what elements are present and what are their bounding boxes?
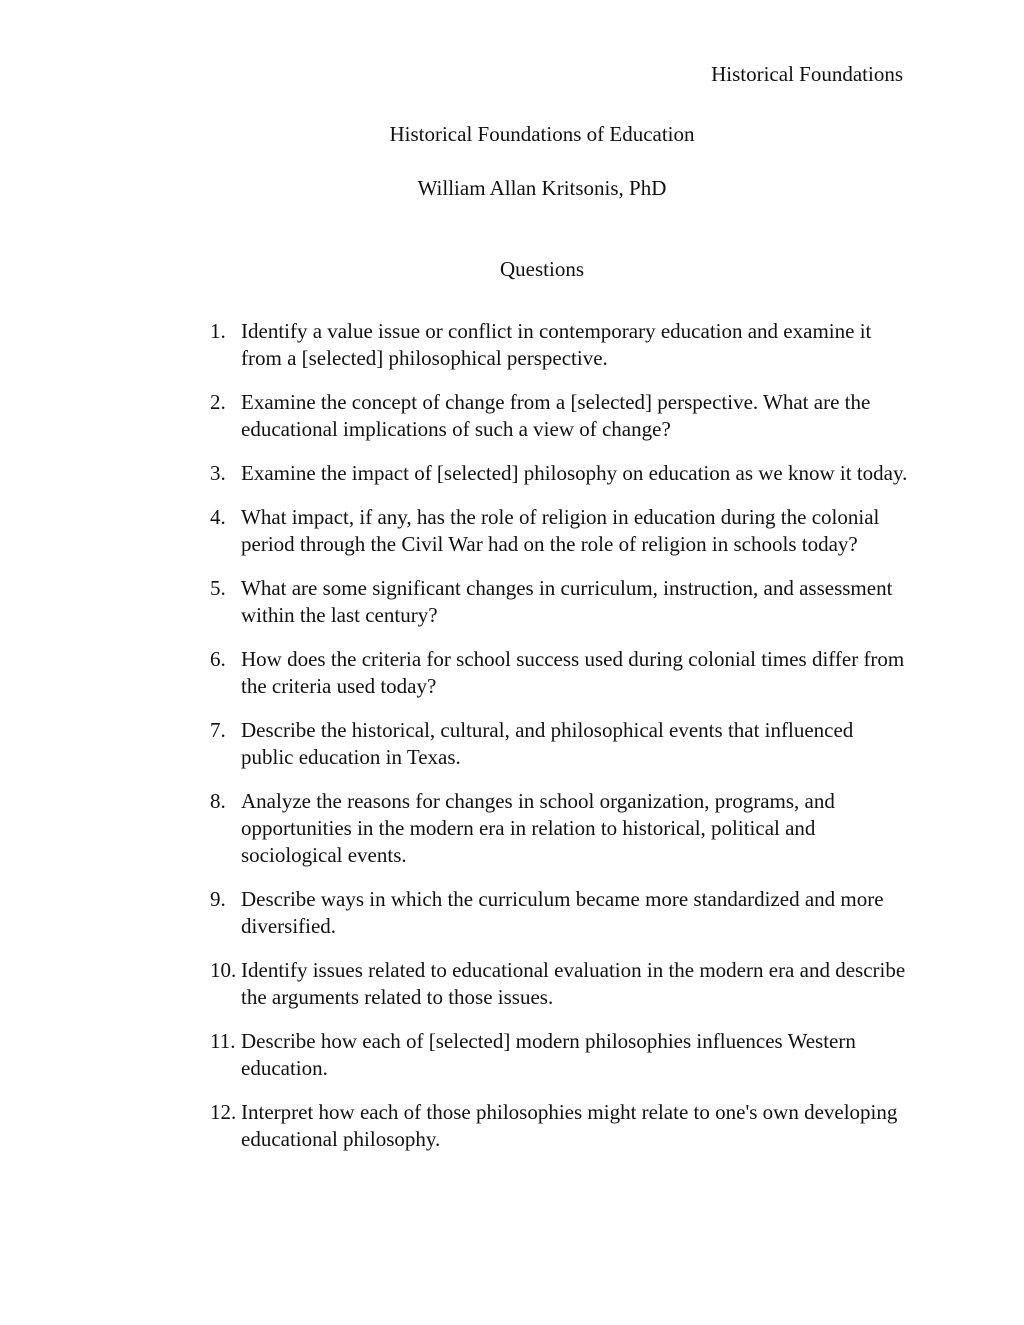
question-number: 9. [210,887,226,911]
question-item [210,318,910,372]
question-number: 11. [210,1029,236,1053]
question-item [210,717,910,771]
question-number: 8. [210,789,226,813]
questions-list [210,318,910,1170]
question-text: Identify issues related to educational evaluation in the modern era and describe the arguments related to those issues. [241,958,906,1009]
question-text: What are some significant changes in curriculum, instruction, and assessment within the last century? [241,576,893,627]
question-text: Analyze the reasons for changes in school organization, programs, and opportunities in the modern era in relation to historical, political and sociological events. [241,789,835,867]
question-text: Examine the concept of change from a [selected] perspective. What are the educational implications of such a view of change? [241,390,871,441]
question-text: What impact, if any, has the role of religion in education during the colonial period through the Civil War had on the role of religion in schools today? [241,505,880,556]
question-item [210,460,910,487]
question-item [210,504,910,558]
question-number: 5. [210,576,226,600]
question-text: Examine the impact of [selected] philosophy on education as we know it today. [241,461,908,485]
question-text: How does the criteria for school success used during colonial times differ from the criteria used today? [241,647,905,698]
question-number: 3. [210,461,226,485]
running-head: Historical Foundations [711,62,903,86]
question-item [210,575,910,629]
question-number: 6. [210,647,226,671]
question-item [210,886,910,940]
question-item [210,389,910,443]
question-number: 10. [210,958,237,982]
document-title: Historical Foundations of Education [389,122,695,146]
question-number: 7. [210,718,226,742]
question-text: Describe how each of [selected] modern philosophies influences Western education. [241,1029,856,1080]
question-text: Identify a value issue or conflict in contemporary education and examine it from a [selected] philosophical perspective. [241,319,872,370]
question-number: 2. [210,390,226,414]
question-item [210,1099,910,1153]
question-text: Describe ways in which the curriculum became more standardized and more diversified. [241,887,884,938]
question-item [210,788,910,869]
section-heading: Questions [500,257,584,281]
question-item [210,646,910,700]
question-number: 4. [210,505,226,529]
question-number: 1. [210,319,226,343]
question-number: 12. [210,1100,237,1124]
question-text: Interpret how each of those philosophies might relate to one's own developing educational philosophy. [241,1100,898,1151]
author-line: William Allan Kritsonis, PhD [417,176,667,200]
question-item [210,957,910,1011]
question-item [210,1028,910,1082]
question-text: Describe the historical, cultural, and philosophical events that influenced public education in Texas. [241,718,854,769]
